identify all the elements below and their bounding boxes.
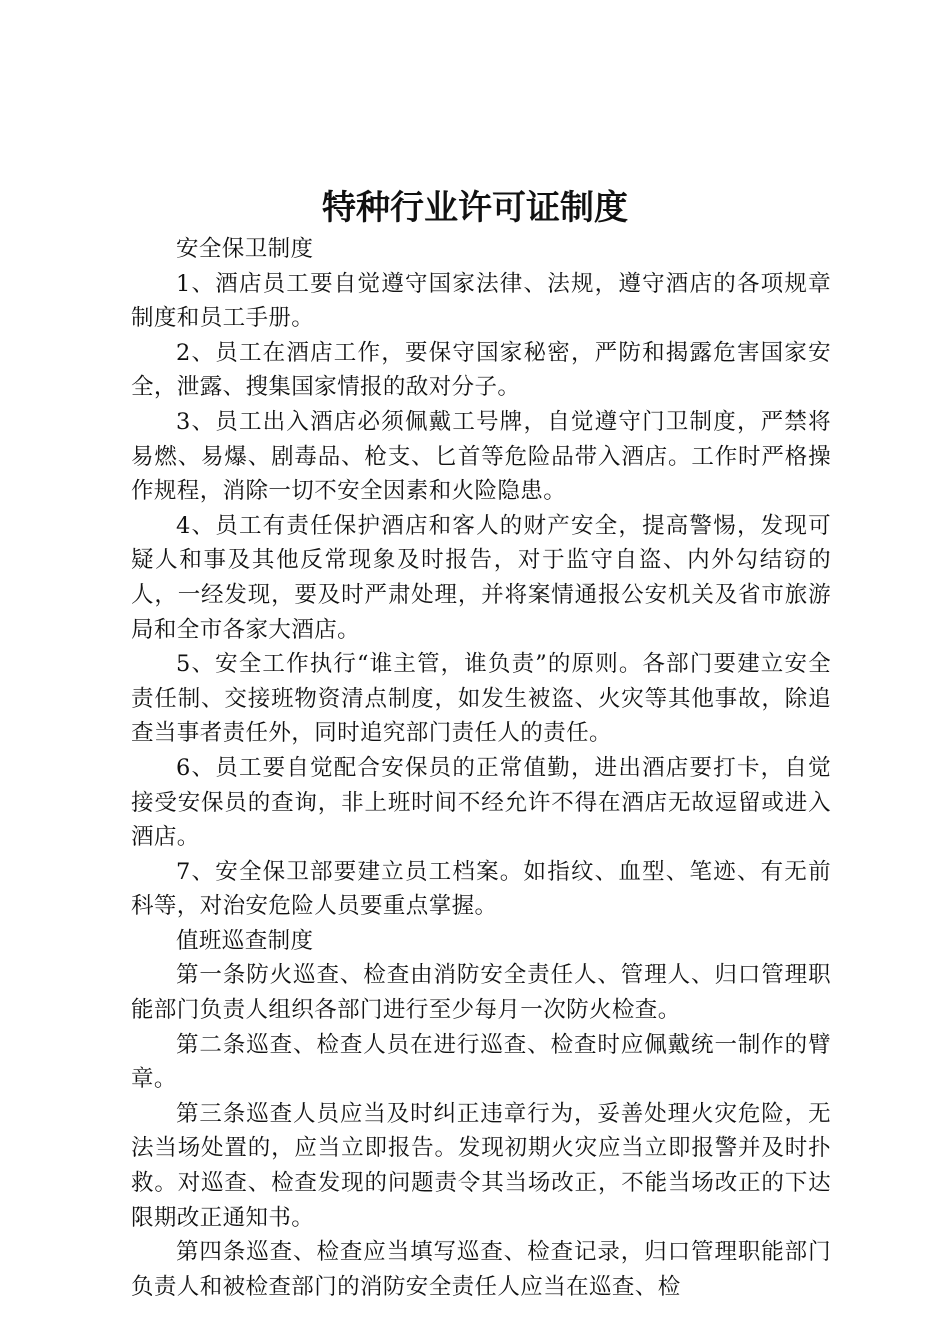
- section-heading-patrol: 值班巡查制度: [176, 927, 314, 954]
- paragraph: 1、酒店员工要自觉遵守国家法律、法规，遵守酒店的各项规章制度和员工手册。: [131, 270, 831, 332]
- document-title: 特种行业许可证制度: [322, 188, 628, 228]
- paragraph: 4、员工有责任保护酒店和客人的财产安全，提高警惕，发现可疑人和事及其他反常现象及时报告，对于监守自盗、内外勾结窃的人，一经发现，要及时严肃处理，并将案情通报公安机关及省市旅游局和全市各家大酒店。: [131, 512, 831, 643]
- section-heading-security: 安全保卫制度: [176, 236, 314, 262]
- document-body: [131, 232, 831, 1304]
- paragraph: 3、员工出入酒店必须佩戴工号牌，自觉遵守门卫制度，严禁将易燃、易爆、剧毒品、枪支、匕首等危险品带入酒店。工作时严格操作规程，消除一切不安全因素和火险隐患。: [131, 408, 831, 505]
- paragraph: 5、安全工作执行“谁主管，谁负责”的原则。各部门要建立安全责任制、交接班物资清点制度，如发生被盗、火灾等其他事故，除追查当事者责任外，同时追究部门责任人的责任。: [131, 651, 831, 747]
- paragraph: 6、员工要自觉配合安保员的正常值勤，进出酒店要打卡，自觉接受安保员的查询，非上班时间不经允许不得在酒店无故逗留或进入酒店。: [131, 754, 831, 851]
- paragraph: 7、安全保卫部要建立员工档案。如指纹、血型、笔迹、有无前科等，对治安危险人员要重点掌握。: [131, 858, 831, 920]
- paragraph: 第四条巡查、检查应当填写巡查、检查记录，归口管理职能部门负责人和被检查部门的消防安全责任人应当在巡查、检: [131, 1239, 831, 1300]
- paragraph: 第二条巡查、检查人员在进行巡查、检查时应佩戴统一制作的臂章。: [131, 1031, 831, 1093]
- paragraph: 2、员工在酒店工作，要保守国家秘密，严防和揭露危害国家安全，泄露、搜集国家情报的敌对分子。: [131, 339, 831, 401]
- paragraph: 第一条防火巡查、检查由消防安全责任人、管理人、归口管理职能部门负责人组织各部门进行至少每月一次防火检查。: [131, 962, 831, 1024]
- paragraph: 第三条巡查人员应当及时纠正违章行为，妥善处理火灾危险，无法当场处置的，应当立即报告。发现初期火灾应当立即报警并及时扑救。对巡查、检查发现的问题责令其当场改正，不能当场改正的下达限期改正通知书。: [131, 1100, 831, 1231]
